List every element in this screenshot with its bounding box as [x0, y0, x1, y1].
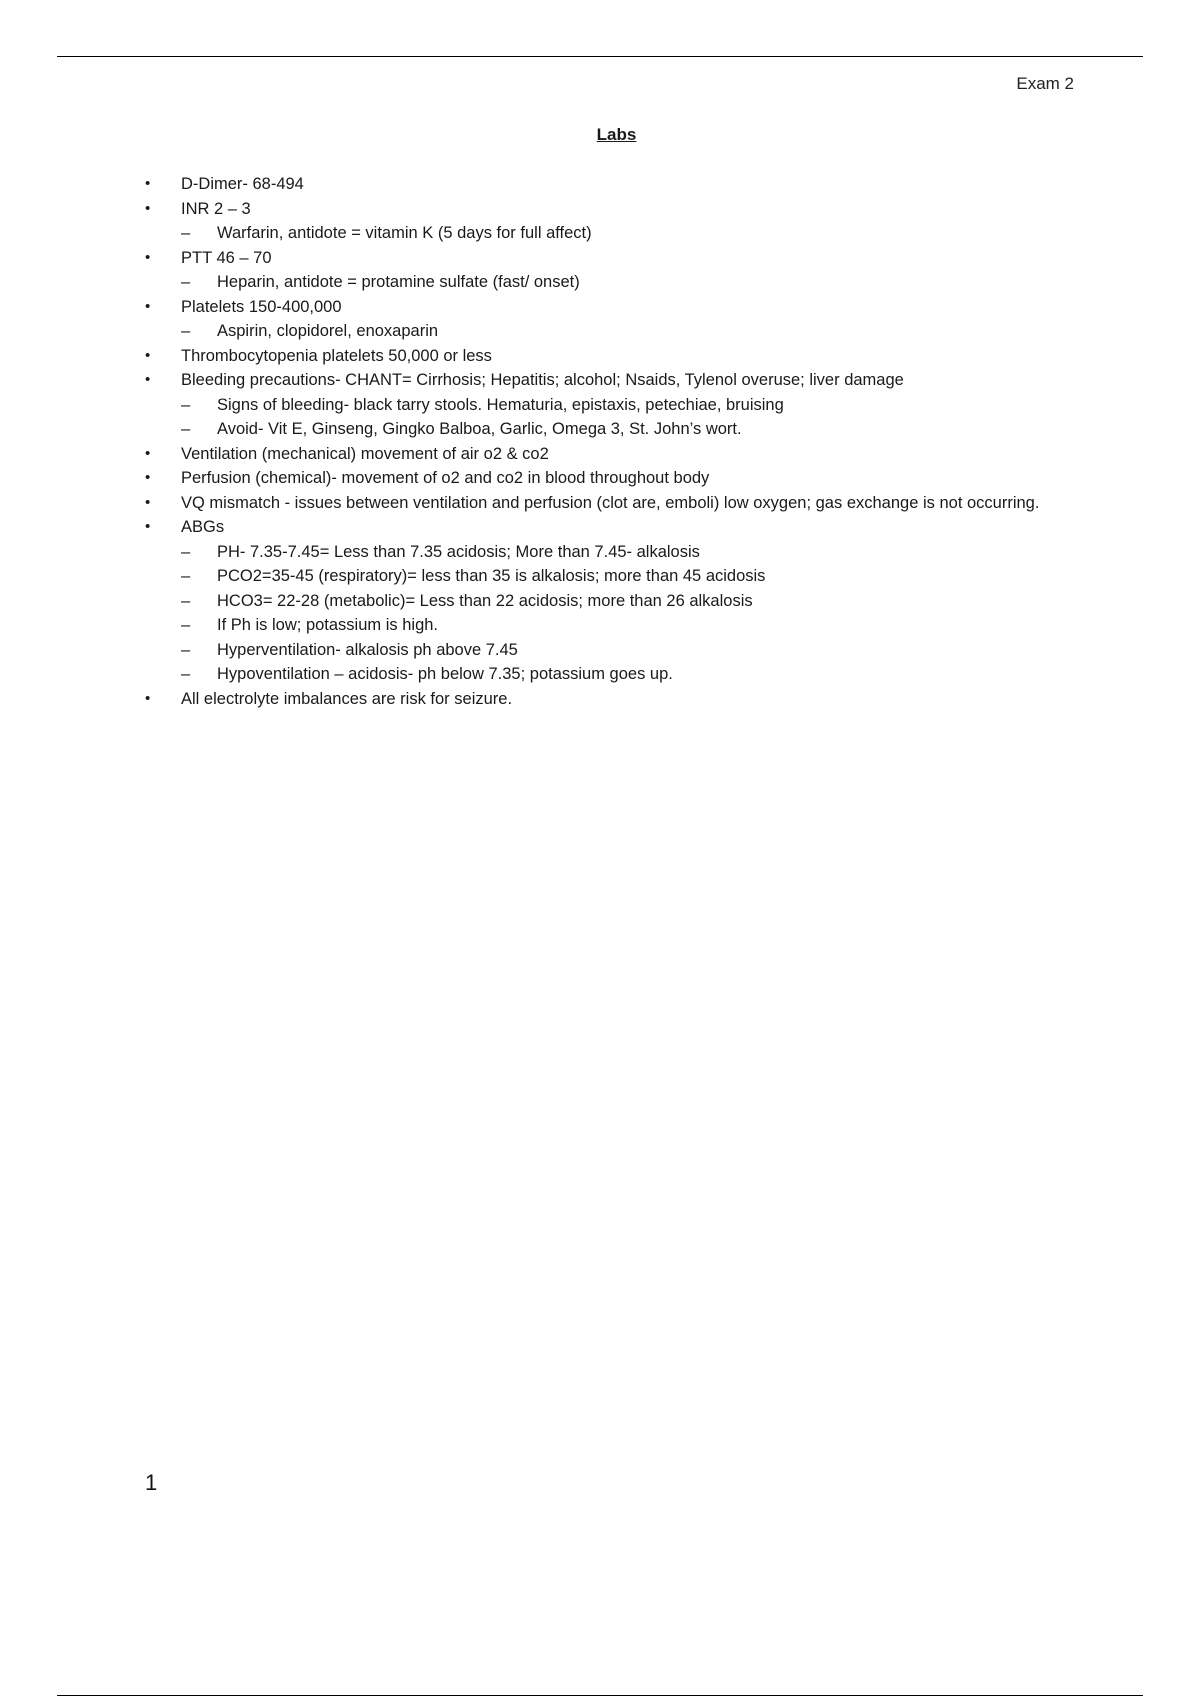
page-title: Labs — [596, 125, 637, 144]
list-item-text: D-Dimer- 68-494 — [181, 175, 304, 193]
list-item — [145, 368, 1065, 442]
list-item — [145, 515, 1065, 687]
footer-rule — [57, 1695, 1143, 1696]
sub-list-item-text: Hypoventilation – acidosis- ph below 7.35; potassium goes up. — [217, 665, 673, 683]
sub-list — [181, 270, 1065, 295]
list-item — [145, 687, 1065, 712]
list-item-text: Platelets 150-400,000 — [181, 297, 342, 316]
sub-list-item — [145, 638, 1065, 663]
header-exam-label: Exam 2 — [1016, 74, 1074, 93]
list-item-text: All electrolyte imbalances are risk for seizure. — [181, 689, 513, 708]
list-item-text: Thrombocytopenia platelets 50,000 or less — [181, 346, 492, 365]
dash-icon: – — [181, 542, 191, 561]
bullet-icon: • — [145, 248, 151, 266]
dash-icon: – — [181, 395, 191, 414]
dash-icon: – — [181, 420, 191, 438]
bullet-icon: • — [145, 518, 151, 535]
list-item — [145, 442, 1065, 467]
sub-list-item-text: Aspirin, clopidorel, enoxaparin — [217, 322, 439, 340]
sub-list-item-text: PH- 7.35-7.45= Less than 7.35 acidosis; More than 7.45- alkalosis — [217, 542, 700, 561]
list-item-text: INR 2 – 3 — [181, 199, 251, 218]
list-item-text: VQ mismatch - issues between ventilation and perfusion (clot are, emboli) low oxygen; gas exchange is not occurring. — [181, 493, 1040, 512]
bullet-icon: • — [145, 689, 151, 707]
page-number: 1 — [145, 1470, 158, 1495]
list-item — [145, 295, 1065, 344]
dash-icon: – — [181, 224, 191, 242]
list-item-text: ABGs — [181, 518, 225, 536]
bullet-icon: • — [145, 371, 151, 388]
dash-icon: – — [181, 640, 191, 659]
sub-list-item — [145, 221, 1065, 246]
bullet-icon: • — [145, 175, 151, 192]
list-item — [145, 246, 1065, 295]
bullet-icon: • — [145, 469, 151, 486]
bullet-icon: • — [145, 199, 151, 217]
header-rule — [57, 56, 1143, 57]
lab-notes-list — [145, 172, 1065, 711]
bullet-icon: • — [145, 297, 151, 315]
sub-list-item-text: HCO3= 22-28 (metabolic)= Less than 22 acidosis; more than 26 alkalosis — [217, 591, 753, 610]
dash-icon: – — [181, 322, 191, 340]
list-item-text: Bleeding precautions- CHANT= Cirrhosis; Hepatitis; alcohol; Nsaids, Tylenol overuse; liver damage — [181, 371, 904, 389]
list-item-text: Perfusion (chemical)- movement of o2 and co2 in blood throughout body — [181, 469, 710, 487]
sub-list — [181, 221, 1065, 246]
sub-list-item — [145, 564, 1065, 589]
list-item — [145, 466, 1065, 491]
sub-list-item-text: If Ph is low; potassium is high. — [217, 616, 439, 634]
notes-content — [145, 172, 1065, 711]
list-item-text: Ventilation (mechanical) movement of air o2 & co2 — [181, 444, 549, 463]
list-item-text: PTT 46 – 70 — [181, 248, 272, 267]
sub-list-item-text: Heparin, antidote = protamine sulfate (fast/ onset) — [217, 273, 580, 291]
dash-icon: – — [181, 591, 191, 610]
sub-list-item — [145, 270, 1065, 295]
bullet-icon: • — [145, 444, 151, 462]
list-item — [145, 344, 1065, 369]
sub-list-item — [145, 589, 1065, 614]
dash-icon: – — [181, 273, 191, 291]
sub-list-item-text: Warfarin, antidote = vitamin K (5 days for full affect) — [217, 224, 592, 242]
sub-list-item-text: Signs of bleeding- black tarry stools. Hematuria, epistaxis, petechiae, bruising — [217, 395, 784, 414]
sub-list-item-text: Avoid- Vit E, Ginseng, Gingko Balboa, Garlic, Omega 3, St. John’s wort. — [217, 420, 742, 438]
sub-list-item-text: PCO2=35-45 (respiratory)= less than 35 is alkalosis; more than 45 acidosis — [217, 567, 766, 585]
list-item — [145, 172, 1065, 197]
list-item — [145, 197, 1065, 246]
bullet-icon: • — [145, 346, 151, 364]
dash-icon: – — [181, 616, 191, 634]
dash-icon: – — [181, 665, 191, 683]
sub-list-item — [145, 319, 1065, 344]
dash-icon: – — [181, 567, 191, 585]
sub-list-item — [145, 613, 1065, 638]
sub-list — [181, 319, 1065, 344]
sub-list — [181, 540, 1065, 687]
sub-list-item — [145, 393, 1065, 418]
sub-list-item — [145, 417, 1065, 442]
sub-list — [181, 393, 1065, 442]
bullet-icon: • — [145, 493, 151, 511]
sub-list-item-text: Hyperventilation- alkalosis ph above 7.45 — [217, 640, 518, 659]
sub-list-item — [145, 540, 1065, 565]
list-item — [145, 491, 1065, 516]
sub-list-item — [145, 662, 1065, 687]
